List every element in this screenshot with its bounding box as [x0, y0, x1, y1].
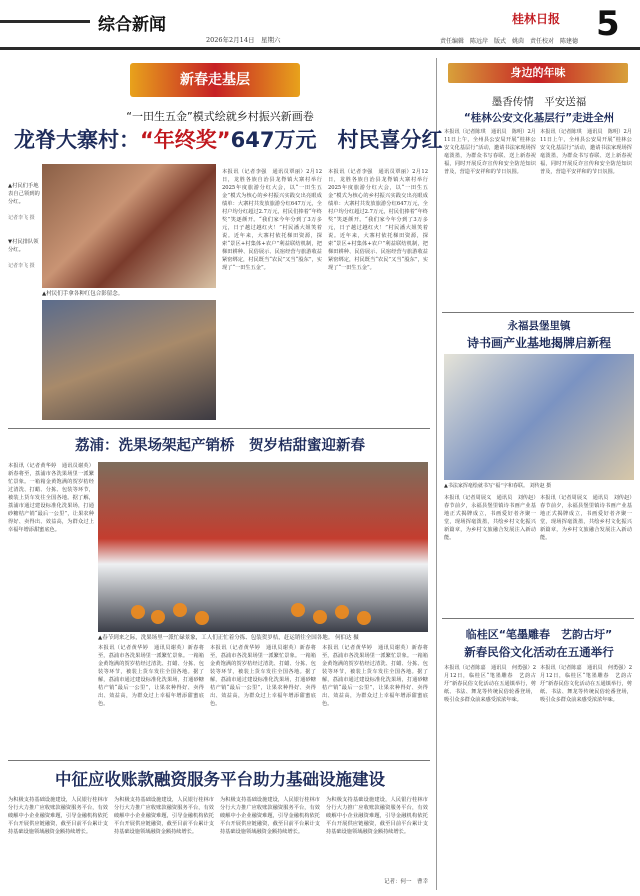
right-divider	[442, 312, 634, 313]
right-banner: 身边的年味	[448, 63, 628, 83]
right-story1-body-col1: 本报讯（记者陈琪 通讯员 陈明）2月11日上午，全州县公安局开展“桂林公安文化基层行”活动，邀请书法家现场挥毫泼墨，为群众书写春联、送上新春祝福，同时开展反诈宣传和安全防范知识普及，营造平安祥和的节日氛围。	[444, 129, 536, 175]
story1-headline: 龙脊大寨村：“年终奖”647万元 村民喜分红	[14, 128, 443, 152]
right-story2-caption: ▲书法家挥毫绘就书写“福”字和春联。 刘传赵 摄	[444, 483, 552, 489]
photo-credit-a: 记者李飞 摄	[8, 215, 35, 221]
orange-crates-graphic	[98, 462, 428, 632]
paper-logo: 桂林日报	[512, 12, 561, 26]
story1-kicker: “一田生五金”模式绘就乡村振兴新画卷	[126, 110, 314, 123]
right-story1-kicker: 墨香传情 平安送福	[491, 96, 587, 108]
column-divider	[436, 58, 437, 890]
story1-body-col2: 本报讯（记者李强 通讯员覃丽）2月12日，龙胜各族自治县龙脊镇大寨村举行2025年度旅游分红大会，以“一田生五金”模式为核心的乡村振兴实践交出亮眼成绩单：大寨村共发放旅游分红647万元，全村户均分红超过2.7万元，村民们捧着“年终奖”笑逐颜开。“我们家今年分到了3万多元，日子越过越红火！”村民潘大姐笑着说。近年来，大寨村依托梯田资源，探索“景区+村集体+农户”利益联结机制，把梯田耕种、民俗展示、民宿经营与旅游收益紧密绑定，村民既当“农民”又当“股东”，实现了“一田生五金”。	[328, 169, 428, 271]
story2-body-col3: 本报讯（记者黄华婷 通讯员谢英）新春将至，荔浦市各洗果场里一派繁忙景象。一箱箱金黄饱满的贺岁桔经过清洗、打蜡、分拣、包装等环节，被装上货车发往全国各地。据了解，荔浦市通过建设标准化洗果场，打通砂糖桔产销“最后一公里”，让果农种得好、卖得出、效益高，为群众过上幸福年增添甜蜜底色。	[210, 645, 316, 707]
right-story3-body-col2: 本报讯（记者陈嘉 通讯员 何勇强）2月12日，临桂区“笔墨雕春 艺韵古圩”新春民俗文化活动在五通镇举行，剪纸、书法、舞龙等传统民俗轮番登场，吸引众多群众前来感受浓浓年味。	[540, 665, 632, 703]
story3-body-col2: 为积极支持基础设施建设，人民银行桂林市分行大力推广应收账款融资服务平台，有效破解中小企业融资难题，引导金融机构依托平台开展供应链融资，截至目前平台累计支持基础设施领域融资金额持续增长。	[114, 797, 214, 835]
section-title: 综合新闻	[98, 15, 166, 35]
story2-caption: ▲春节到来之际，洗果场里一派忙碌景象，工人们正忙着分拣、包装贺岁桔，赶运销往全国各地。 何伯达 摄	[98, 635, 359, 641]
story2-body-col4: 本报讯（记者黄华婷 通讯员谢英）新春将至，荔浦市各洗果场里一派繁忙景象。一箱箱金黄饱满的贺岁桔经过清洗、打蜡、分拣、包装等环节，被装上货车发往全国各地。据了解，荔浦市通过建设标准化洗果场，打通砂糖桔产销“最后一公里”，让果农种得好、卖得出、效益高，为群众过上幸福年增添甜蜜底色。	[322, 645, 428, 707]
right-story2-kicker: 永福县堡里镇	[507, 320, 571, 332]
right-story3-body-col1: 本报讯（记者陈嘉 通讯员 何勇强）2月12日，临桂区“笔墨雕春 艺韵古圩”新春民俗文化活动在五通镇举行，剪纸、书法、舞龙等传统民俗轮番登场，吸引众多群众前来感受浓浓年味。	[444, 665, 536, 703]
staff-credits: 责任编辑 陈远岸 版式 姚茵 责任校对 陈建德	[440, 38, 579, 45]
right-story2-headline: 诗书画产业基地揭牌启新程	[466, 336, 611, 350]
header-rule	[0, 20, 90, 23]
photo-caption-a: ▲村民们手地表自己领到的分红。	[8, 183, 40, 205]
photo-calligraphy	[444, 354, 634, 480]
right-story2-body-col2: 本报讯（记者周展义 通讯员 刘传赵）春节前夕，永福县堡里镇诗书画产业基地正式揭牌成立，书画爱好者齐聚一堂，现场挥毫泼墨，共绘乡村文化振兴新篇章，为乡村文旅融合发展注入新动能。	[540, 495, 632, 541]
right-divider-2	[442, 618, 634, 619]
story3-headline: 中征应收账款融资服务平台助力基础设施建设	[55, 770, 385, 789]
photo-orange-washing	[98, 462, 428, 632]
photo-villagers-queue	[42, 300, 216, 420]
photo-credit-b: 记者李飞 摄	[8, 263, 35, 269]
right-story1-body-col2: 本报讯（记者陈琪 通讯员 陈明）2月11日上午，全州县公安局开展“桂林公安文化基层行”活动，邀请书法家现场挥毫泼墨，为群众书写春联、送上新春祝福，同时开展反诈宣传和安全防范知识普及，营造平安祥和的节日氛围。	[540, 129, 632, 175]
photo-red-envelopes	[42, 164, 216, 288]
right-story3-kicker: 临桂区“笔墨雕春 艺韵古圩”	[465, 628, 613, 641]
story-divider	[8, 428, 430, 429]
story3-body-col1: 为积极支持基础设施建设，人民银行桂林市分行大力推广应收账款融资服务平台，有效破解中小企业融资难题，引导金融机构依托平台开展供应链融资，截至目前平台累计支持基础设施领域融资金额持续增长。	[8, 797, 108, 835]
right-story2-body-col1: 本报讯（记者周展义 通讯员 刘传赵）春节前夕，永福县堡里镇诗书画产业基地正式揭牌成立，书画爱好者齐聚一堂，现场挥毫泼墨，共绘乡村文化振兴新篇章，为乡村文旅融合发展注入新动能。	[444, 495, 536, 541]
feature-banner: 新春走基层	[130, 63, 300, 97]
story1-body-col1: 本报讯（记者李强 通讯员覃丽）2月12日，龙胜各族自治县龙脊镇大寨村举行2025年度旅游分红大会，以“一田生五金”模式为核心的乡村振兴实践交出亮眼成绩单：大寨村共发放旅游分红647万元，全村户均分红超过2.7万元，村民们捧着“年终奖”笑逐颜开。“我们家今年分到了3万多元，日子越过越红火！”村民潘大姐笑着说。近年来，大寨村依托梯田资源，探索“景区+村集体+农户”利益联结机制，把梯田耕种、民俗展示、民宿经营与旅游收益紧密绑定，村民既当“农民”又当“股东”，实现了“一田生五金”。	[222, 169, 322, 271]
right-story3-headline: 新春民俗文化活动在五通举行	[464, 645, 614, 659]
page-number: 5	[596, 4, 620, 44]
story2-body: 本报讯（记者黄华婷 通讯员谢英）新春将至，荔浦市各洗果场里一派繁忙景象。一箱箱金黄饱满的贺岁桔经过清洗、打蜡、分拣、包装等环节，被装上货车发往全国各地。据了解，荔浦市通过建设标准化洗果场，打通砂糖桔产销“最后一公里”，让果农种得好、卖得出、效益高，为群众过上幸福年增添甜蜜底色。	[8, 463, 94, 533]
right-story1-headline: “桂林公安文化基层行”走进全州	[463, 112, 615, 124]
story2-headline: 荔浦：洗果场架起产销桥 贺岁桔甜蜜迎新春	[75, 438, 365, 454]
story3-body-col3: 为积极支持基础设施建设，人民银行桂林市分行大力推广应收账款融资服务平台，有效破解中小企业融资难题，引导金融机构依托平台开展供应链融资，截至目前平台累计支持基础设施领域融资金额持续增长。	[220, 797, 320, 835]
story-divider-2	[8, 760, 430, 761]
photo-caption-b: ▼村民排队领分红。	[8, 239, 39, 253]
story3-editor: 记者：何一 曹幸	[383, 879, 428, 885]
issue-date: 2026年2月14日 星期六	[206, 36, 281, 44]
story2-body-col2: 本报讯（记者黄华婷 通讯员谢英）新春将至，荔浦市各洗果场里一派繁忙景象。一箱箱金黄饱满的贺岁桔经过清洗、打蜡、分拣、包装等环节，被装上货车发往全国各地。据了解，荔浦市通过建设标准化洗果场，打通砂糖桔产销“最后一公里”，让果农种得好、卖得出、效益高，为群众过上幸福年增添甜蜜底色。	[98, 645, 204, 707]
story3-body-col4: 为积极支持基础设施建设，人民银行桂林市分行大力推广应收账款融资服务平台，有效破解中小企业融资难题，引导金融机构依托平台开展供应链融资，截至目前平台累计支持基础设施领域融资金额持续增长。	[326, 797, 428, 835]
photo-caption-top: ▲村民们手拿各种红包合影留念。	[42, 291, 124, 297]
headline-highlight: “年终奖”	[140, 128, 231, 152]
